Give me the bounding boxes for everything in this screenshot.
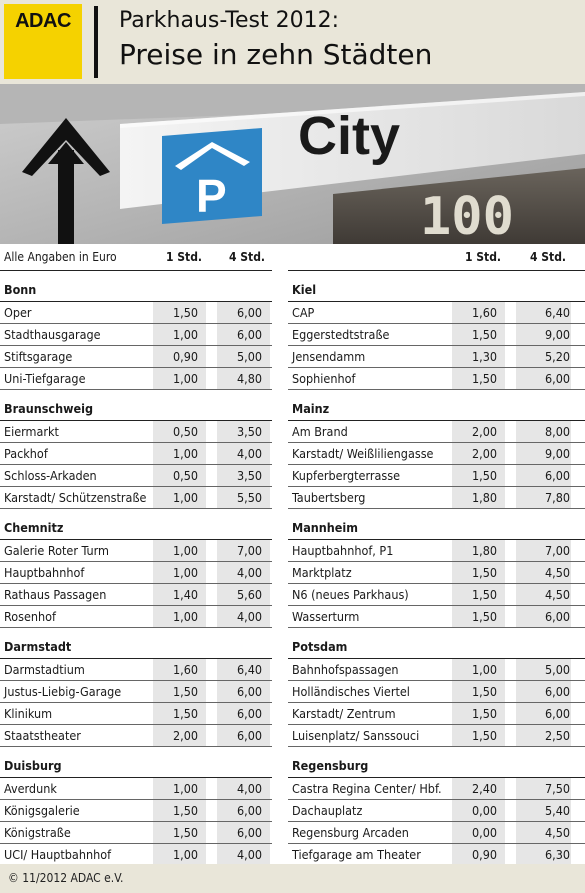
price-1h: 1,40	[172, 587, 198, 602]
table-row	[0, 606, 272, 628]
city-heading	[288, 396, 585, 421]
garage-name: Bahnhofspassagen	[292, 662, 399, 677]
price-table-left	[0, 244, 272, 866]
city-heading	[0, 634, 272, 659]
table-row	[288, 800, 585, 822]
header-4-hours: 4 Std.	[530, 250, 567, 264]
price-1h: 1,00	[172, 490, 198, 505]
price-4h: 6,00	[236, 684, 262, 699]
price-4h: 6,00	[544, 371, 570, 386]
price-1h: 2,00	[471, 446, 497, 461]
price-4h: 6,00	[236, 825, 262, 840]
price-4h: 6,40	[236, 662, 262, 677]
city-heading	[0, 277, 272, 302]
price-1h: 1,50	[172, 706, 198, 721]
price-4h: 2,50	[544, 728, 570, 743]
price-4h: 6,00	[544, 706, 570, 721]
table-row	[288, 368, 585, 390]
footer	[0, 864, 585, 893]
garage-name: Karstadt/ Weißliliengasse	[292, 446, 434, 461]
price-4h: 5,50	[236, 490, 262, 505]
table-row	[288, 302, 585, 324]
price-4h: 3,50	[236, 424, 262, 439]
price-4h: 9,00	[544, 327, 570, 342]
table-row	[0, 324, 272, 346]
price-4h: 4,50	[544, 825, 570, 840]
garage-name: Averdunk	[4, 781, 57, 796]
price-4h: 9,00	[544, 446, 570, 461]
city-name: Braunschweig	[4, 401, 94, 416]
price-4h: 4,00	[236, 781, 262, 796]
price-1h: 1,50	[172, 684, 198, 699]
price-4h: 8,00	[544, 424, 570, 439]
garage-name: Am Brand	[292, 424, 348, 439]
price-1h: 1,60	[471, 305, 497, 320]
price-4h: 4,80	[236, 371, 262, 386]
table-row	[0, 302, 272, 324]
garage-name: Stiftsgarage	[4, 349, 73, 364]
garage-name: CAP	[292, 305, 315, 320]
table-row	[0, 725, 272, 747]
price-1h: 0,50	[172, 424, 198, 439]
price-1h: 2,40	[471, 781, 497, 796]
price-4h: 5,00	[544, 662, 570, 677]
price-1h: 1,50	[471, 728, 497, 743]
city-heading	[0, 396, 272, 421]
table-row	[0, 844, 272, 866]
garage-name: Marktplatz	[292, 565, 352, 580]
price-1h: 0,00	[471, 825, 497, 840]
price-4h: 6,30	[544, 847, 570, 862]
table-row	[288, 778, 585, 800]
table-row	[288, 324, 585, 346]
table-row	[0, 443, 272, 465]
city-name: Duisburg	[4, 758, 62, 773]
price-4h: 6,00	[236, 728, 262, 743]
counter-digits: 100	[420, 187, 514, 244]
city-heading	[288, 515, 585, 540]
table-row	[288, 584, 585, 606]
garage-name: Wasserturm	[292, 609, 360, 624]
city-heading	[288, 277, 585, 302]
table-row	[0, 540, 272, 562]
table-row	[288, 844, 585, 866]
price-4h: 3,50	[236, 468, 262, 483]
garage-name: N6 (neues Parkhaus)	[292, 587, 409, 602]
price-1h: 0,90	[471, 847, 497, 862]
price-1h: 1,50	[172, 305, 198, 320]
price-1h: 1,50	[471, 706, 497, 721]
table-row	[288, 681, 585, 703]
price-1h: 1,50	[172, 803, 198, 818]
garage-name: Hauptbahnhof	[4, 565, 85, 580]
garage-name: Stadthausgarage	[4, 327, 101, 342]
garage-name: Rosenhof	[4, 609, 57, 624]
table-row	[288, 487, 585, 509]
table-row	[0, 800, 272, 822]
price-1h: 1,50	[172, 825, 198, 840]
logo-text: ADAC	[15, 10, 71, 32]
garage-name: Eiermarkt	[4, 424, 59, 439]
garage-name: Karstadt/ Schützenstraße	[4, 490, 147, 505]
garage-name: Rathaus Passagen	[4, 587, 107, 602]
table-row	[0, 465, 272, 487]
price-4h: 5,20	[544, 349, 570, 364]
garage-name: Staatstheater	[4, 728, 81, 743]
parking-sign-photo	[0, 84, 585, 244]
table-row	[0, 368, 272, 390]
price-4h: 6,00	[544, 684, 570, 699]
price-4h: 5,40	[544, 803, 570, 818]
garage-name: Packhof	[4, 446, 48, 461]
price-1h: 1,80	[471, 543, 497, 558]
table-row	[0, 703, 272, 725]
price-1h: 1,50	[471, 684, 497, 699]
price-table-right	[288, 244, 585, 866]
price-1h: 1,50	[471, 468, 497, 483]
garage-name: Galerie Roter Turm	[4, 543, 109, 558]
city-sign-text: City	[298, 106, 401, 166]
price-4h: 5,60	[236, 587, 262, 602]
table-row	[288, 465, 585, 487]
price-1h: 0,50	[172, 468, 198, 483]
price-1h: 1,00	[172, 847, 198, 862]
city-name: Potsdam	[292, 639, 348, 654]
price-1h: 1,50	[471, 609, 497, 624]
garage-name: Dachauplatz	[292, 803, 363, 818]
table-row	[288, 606, 585, 628]
table-row	[0, 562, 272, 584]
price-4h: 4,00	[236, 446, 262, 461]
table-row	[0, 659, 272, 681]
price-1h: 1,50	[471, 371, 497, 386]
garage-name: Tiefgarage am Theater	[292, 847, 421, 862]
adac-logo	[4, 4, 82, 79]
garage-name: Karstadt/ Zentrum	[292, 706, 396, 721]
price-1h: 1,00	[172, 543, 198, 558]
title-line-2: Preise in zehn Städten	[119, 38, 433, 71]
price-4h: 6,00	[236, 327, 262, 342]
city-name: Mainz	[292, 401, 330, 416]
garage-name: Klinikum	[4, 706, 53, 721]
table-row	[0, 421, 272, 443]
header-divider	[94, 6, 98, 78]
city-name: Chemnitz	[4, 520, 64, 535]
price-1h: 1,00	[172, 781, 198, 796]
price-4h: 7,00	[544, 543, 570, 558]
city-heading	[0, 753, 272, 778]
garage-name: UCI/ Hauptbahnhof	[4, 847, 112, 862]
table-row	[288, 659, 585, 681]
garage-name: Königsgalerie	[4, 803, 80, 818]
table-row	[0, 584, 272, 606]
price-4h: 4,00	[236, 847, 262, 862]
table-row	[0, 822, 272, 844]
price-4h: 4,50	[544, 565, 570, 580]
header-1-hour: 1 Std.	[166, 250, 203, 264]
garage-name: Luisenplatz/ Sanssouci	[292, 728, 420, 743]
city-name: Regensburg	[292, 758, 369, 773]
garage-name: Schloss-Arkaden	[4, 468, 97, 483]
city-name: Kiel	[292, 282, 317, 297]
garage-name: Oper	[4, 305, 32, 320]
city-heading	[288, 634, 585, 659]
header-4-hours: 4 Std.	[229, 250, 266, 264]
garage-name: Castra Regina Center/ Hbf.	[292, 781, 442, 796]
table-row	[288, 703, 585, 725]
title-line-1: Parkhaus-Test 2012:	[119, 8, 340, 33]
price-1h: 1,00	[172, 565, 198, 580]
price-4h: 7,50	[544, 781, 570, 796]
column-header	[0, 244, 272, 271]
price-1h: 0,90	[172, 349, 198, 364]
price-1h: 1,30	[471, 349, 497, 364]
table-row	[288, 725, 585, 747]
svg-text:P: P	[196, 170, 227, 222]
table-row	[288, 562, 585, 584]
price-1h: 1,00	[172, 327, 198, 342]
table-row	[0, 681, 272, 703]
price-1h: 1,60	[172, 662, 198, 677]
column-header	[288, 244, 585, 271]
header	[0, 0, 585, 84]
price-4h: 7,80	[544, 490, 570, 505]
garage-name: Hauptbahnhof, P1	[292, 543, 394, 558]
garage-name: Taubertsberg	[292, 490, 366, 505]
city-heading	[0, 515, 272, 540]
garage-name: Sophienhof	[292, 371, 356, 386]
price-4h: 5,00	[236, 349, 262, 364]
price-1h: 1,00	[172, 446, 198, 461]
price-1h: 1,50	[471, 327, 497, 342]
price-4h: 4,00	[236, 565, 262, 580]
table-row	[288, 421, 585, 443]
price-4h: 6,00	[544, 468, 570, 483]
price-1h: 0,00	[471, 803, 497, 818]
garage-name: Jensendamm	[292, 349, 366, 364]
garage-name: Königstraße	[4, 825, 71, 840]
price-4h: 4,00	[236, 609, 262, 624]
city-name: Darmstadt	[4, 639, 72, 654]
price-1h: 2,00	[172, 728, 198, 743]
garage-name: Kupferbergterrasse	[292, 468, 401, 483]
copyright-text: © 11/2012 ADAC e.V.	[8, 871, 124, 885]
garage-name: Darmstadtium	[4, 662, 85, 677]
price-4h: 6,00	[236, 706, 262, 721]
price-1h: 1,50	[471, 565, 497, 580]
garage-name: Uni-Tiefgarage	[4, 371, 86, 386]
garage-name: Justus-Liebig-Garage	[4, 684, 122, 699]
price-1h: 1,00	[172, 609, 198, 624]
table-row	[288, 443, 585, 465]
table-row	[0, 778, 272, 800]
price-4h: 4,50	[544, 587, 570, 602]
garage-name: Regensburg Arcaden	[292, 825, 409, 840]
price-4h: 6,00	[544, 609, 570, 624]
price-1h: 1,80	[471, 490, 497, 505]
table-row	[0, 487, 272, 509]
table-row	[288, 822, 585, 844]
garage-name: Eggerstedtstraße	[292, 327, 390, 342]
table-row	[288, 540, 585, 562]
price-4h: 6,00	[236, 305, 262, 320]
city-heading	[288, 753, 585, 778]
header-1-hour: 1 Std.	[465, 250, 502, 264]
price-4h: 6,40	[544, 305, 570, 320]
price-1h: 1,50	[471, 587, 497, 602]
unit-note: Alle Angaben in Euro	[4, 250, 117, 264]
price-1h: 1,00	[172, 371, 198, 386]
price-4h: 6,00	[236, 803, 262, 818]
table-row	[0, 346, 272, 368]
city-name: Bonn	[4, 282, 37, 297]
price-1h: 1,00	[471, 662, 497, 677]
price-4h: 7,00	[236, 543, 262, 558]
city-name: Mannheim	[292, 520, 359, 535]
garage-name: Holländisches Viertel	[292, 684, 410, 699]
table-row	[288, 346, 585, 368]
parking-p-icon	[162, 128, 262, 224]
price-1h: 2,00	[471, 424, 497, 439]
